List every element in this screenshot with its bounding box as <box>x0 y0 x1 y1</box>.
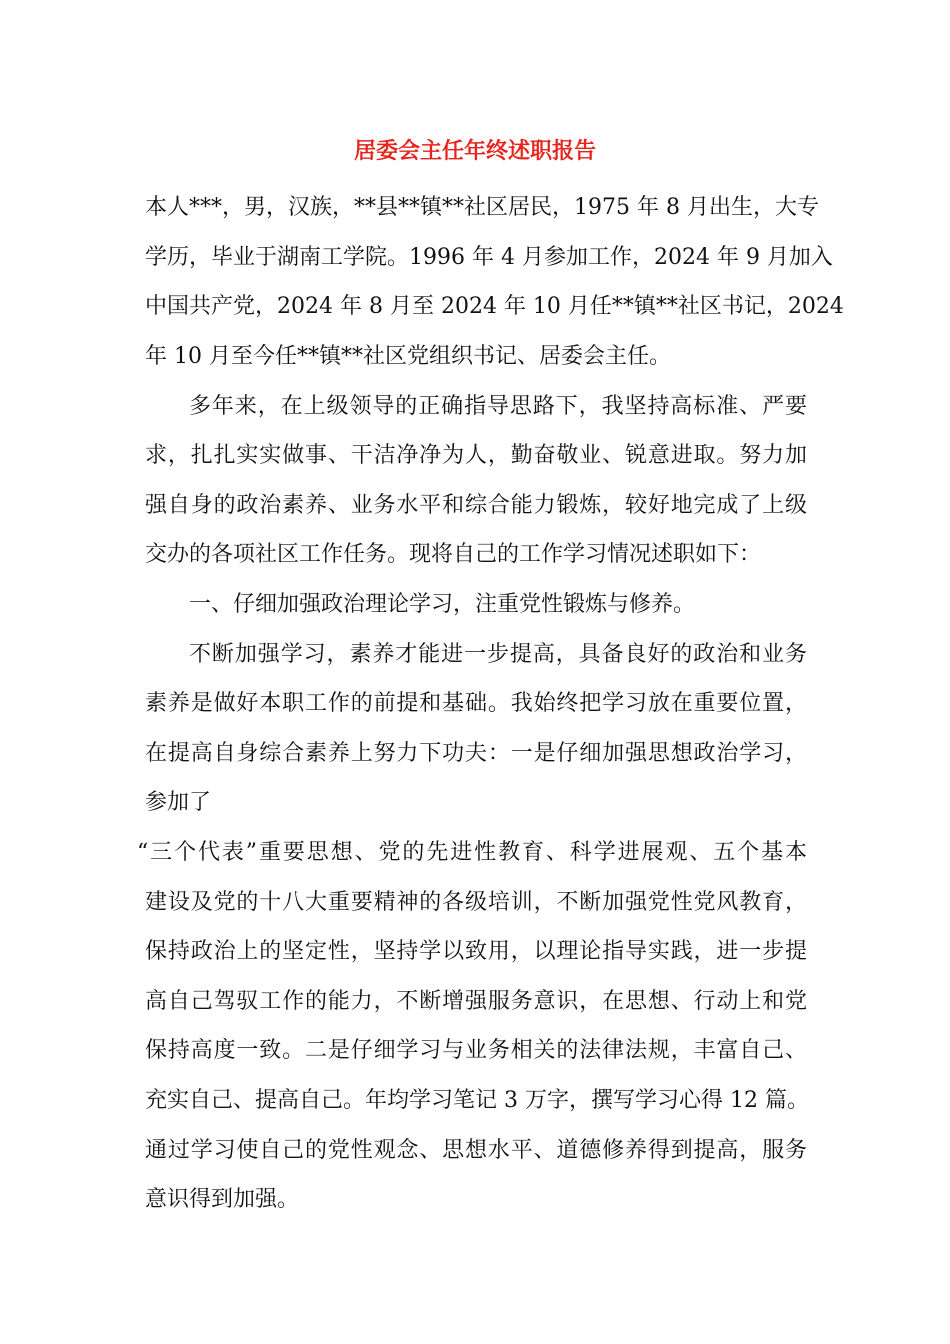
text-line: 高自己驾驭工作的能力，不断增强服务意识，在思想、行动上和党 <box>145 988 807 1014</box>
text-line: “三个代表”重要思想、党的先进性教育、科学进展观、五个基本 <box>137 840 807 865</box>
text-line: 求，扎扎实实做事、干洁净净为人，勤奋敬业、锐意进取。努力加 <box>145 443 807 469</box>
paragraph-summary <box>145 382 807 580</box>
text-line: 年 10 月至今任**镇**社区党组织书记、居委会主任。 <box>145 343 671 369</box>
text-line: 通过学习使自己的党性观念、思想水平、道德修养得到提高，服务 <box>145 1137 807 1163</box>
text-line: 素养是做好本职工作的前提和基础。我始终把学习放在重要位置， <box>145 691 807 717</box>
text-line: 参加了 <box>145 790 212 816</box>
paragraph-study-continued <box>137 828 809 1225</box>
text-line: 建设及党的十八大重要精神的各级培训，不断加强党性党风教育， <box>145 889 807 915</box>
text-line: 强自身的政治素养、业务水平和综合能力锻炼，较好地完成了上级 <box>145 492 807 518</box>
text-line: 学历，毕业于湖南工学院。1996 年 4 月参加工作，2024 年 9 月加入 <box>145 244 833 270</box>
text-line: 保持高度一致。二是仔细学习与业务相关的法律法规，丰富自己、 <box>145 1038 807 1064</box>
text-line: 在提高自身综合素养上努力下功夫：一是仔细加强思想政治学习， <box>145 740 807 766</box>
section-heading-1 <box>145 580 807 630</box>
text-line: 一、仔细加强政治理论学习，注重党性锻炼与修养。 <box>189 592 696 617</box>
document-title: 居委会主任年终述职报告 <box>353 138 596 164</box>
text-line: 交办的各项社区工作任务。现将自己的工作学习情况述职如下： <box>145 542 762 568</box>
text-line: 多年来，在上级领导的正确指导思路下，我坚持高标准、严要 <box>189 393 807 419</box>
text-line: 不断加强学习，素养才能进一步提高，具备良好的政治和业务 <box>189 641 807 667</box>
paragraph-study <box>145 630 807 828</box>
text-line: 充实自己、提高自己。年均学习笔记 3 万字，撰写学习心得 12 篇。 <box>145 1087 809 1113</box>
text-line: 保持政治上的坚定性，坚持学以致用，以理论指导实践，进一步提 <box>145 939 807 965</box>
text-line: 意识得到加强。 <box>145 1187 300 1213</box>
text-line: 本人***，男，汉族，**县**镇**社区居民，1975 年 8 月出生，大专 <box>145 195 819 220</box>
paragraph-intro <box>145 183 844 381</box>
text-line: 中国共产党，2024 年 8 月至 2024 年 10 月任**镇**社区书记，2024 <box>145 294 844 320</box>
